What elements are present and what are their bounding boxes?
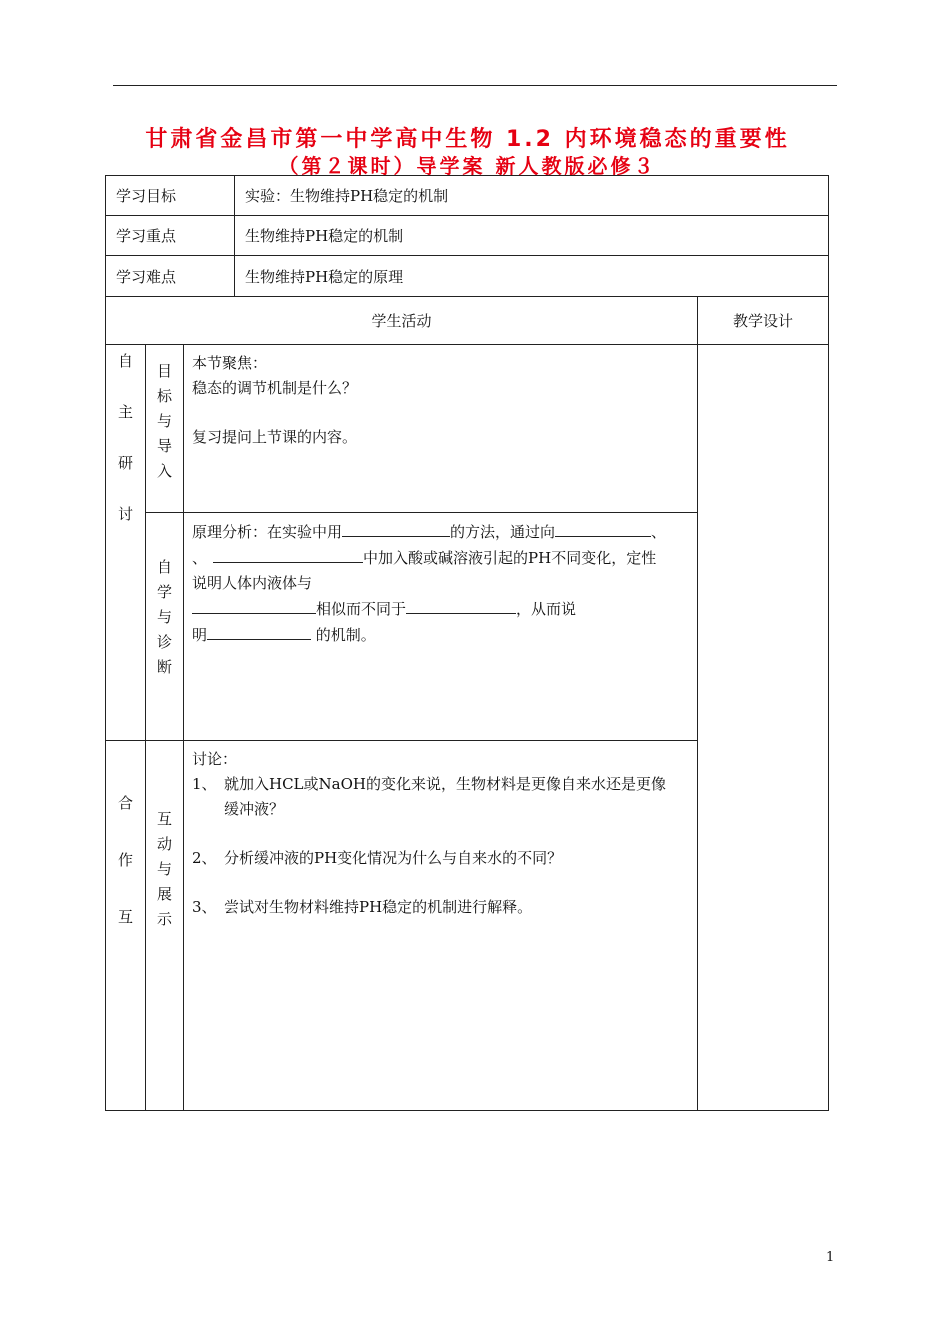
discussion-item xyxy=(192,772,689,822)
sub-3-char: 互 xyxy=(156,810,172,828)
sub-1-label xyxy=(145,344,184,513)
item-number: 3、 xyxy=(192,898,217,916)
analysis-text: 相似而不同于 xyxy=(316,600,407,618)
item-text: 分析缓冲液的PH变化情况为什么与自来水的不同？ xyxy=(224,849,563,867)
sub-3-char: 与 xyxy=(156,860,172,878)
section-2-char: 互 xyxy=(117,908,133,926)
header-rule xyxy=(113,85,837,86)
key-point-value: 生物维持PH稳定的机制 xyxy=(234,215,829,256)
discussion-item xyxy=(192,846,689,871)
sub-1-char: 与 xyxy=(156,412,172,430)
sub-3-char: 示 xyxy=(156,910,172,928)
sub-2-char: 学 xyxy=(156,583,172,601)
sub-1-char: 导 xyxy=(156,437,172,455)
fill-blank[interactable] xyxy=(555,519,651,537)
sub-2-char: 诊 xyxy=(156,633,172,651)
analysis-text: 、 xyxy=(192,549,208,567)
section-1-label xyxy=(105,344,146,741)
discussion-item xyxy=(192,895,689,920)
key-point-label: 学习重点 xyxy=(105,215,235,256)
sub-1-char: 目 xyxy=(156,362,172,380)
analysis-text: 中加入酸或碱溶液引起的PH不同变化，定性 xyxy=(363,549,657,567)
analysis-text: 的方法，通过向 xyxy=(450,523,556,541)
sub-2-content xyxy=(183,512,698,741)
teaching-design-header: 教学设计 xyxy=(697,296,829,345)
difficulty-value: 生物维持PH稳定的原理 xyxy=(234,255,829,297)
goal-label: 学习目标 xyxy=(105,175,235,216)
item-number: 2、 xyxy=(192,849,217,867)
focus-question: 稳态的调节机制是什么？ xyxy=(192,379,358,397)
section-1-char: 讨 xyxy=(117,505,133,523)
sub-3-label xyxy=(145,740,184,1111)
fill-blank[interactable] xyxy=(207,622,311,640)
student-activity-header: 学生活动 xyxy=(105,296,698,345)
fill-blank[interactable] xyxy=(342,519,450,537)
title-line-1: 甘肃省金昌市第一中学高中生物 1.2 内环境稳态的重要性 xyxy=(145,127,790,152)
section-2-label xyxy=(105,740,146,1111)
analysis-text: 说明人体内液体与 xyxy=(192,574,313,592)
fill-blank[interactable] xyxy=(192,596,316,614)
analysis-text: 的机制。 xyxy=(315,626,376,644)
focus-heading: 本节聚焦： xyxy=(192,354,268,372)
fill-blank[interactable] xyxy=(213,545,363,563)
sub-1-char: 入 xyxy=(156,462,172,480)
sub-2-char: 与 xyxy=(156,608,172,626)
item-number: 1、 xyxy=(192,775,217,793)
sub-3-char: 动 xyxy=(156,835,172,853)
fill-blank[interactable] xyxy=(406,596,516,614)
difficulty-label: 学习难点 xyxy=(105,255,235,297)
sub-2-char: 自 xyxy=(156,558,172,576)
analysis-text: 原理分析：在实验中用 xyxy=(192,523,343,541)
sub-2-label xyxy=(145,512,184,741)
title-line-2: （第２课时）导学案 新人教版必修３ xyxy=(278,154,657,178)
item-text-line: 缓冲液？ xyxy=(224,800,285,818)
goal-value: 实验：生物维持PH稳定的机制 xyxy=(234,175,829,216)
section-2-char: 合 xyxy=(117,794,133,812)
discussion-heading: 讨论： xyxy=(192,750,238,768)
discussion-content xyxy=(183,740,698,1111)
page-number: 1 xyxy=(826,1250,835,1265)
section-1-char: 自 xyxy=(117,352,133,370)
section-2-char: 作 xyxy=(117,851,133,869)
section-1-char: 研 xyxy=(117,454,133,472)
sub-1-char: 标 xyxy=(156,387,172,405)
review-prompt: 复习提问上节课的内容。 xyxy=(192,428,358,446)
analysis-text: 明 xyxy=(192,626,208,644)
sub-1-content xyxy=(183,344,698,513)
analysis-text: ，从而说 xyxy=(516,600,577,618)
item-text-line: 就加入HCL或NaOH的变化来说，生物材料是更像自来水还是更像 xyxy=(224,775,666,793)
analysis-text: 、 xyxy=(651,523,667,541)
teaching-design-area xyxy=(697,344,829,1111)
section-1-char: 主 xyxy=(117,403,133,421)
item-text: 尝试对生物材料维持PH稳定的机制进行解释。 xyxy=(224,898,533,916)
sub-2-char: 断 xyxy=(156,658,172,676)
item-text xyxy=(224,772,666,822)
sub-3-char: 展 xyxy=(156,885,172,903)
